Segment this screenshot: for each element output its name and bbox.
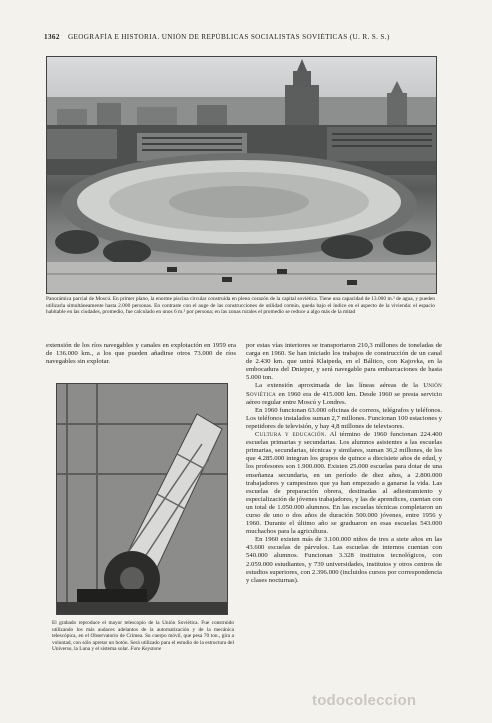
paragraph-culture	[246, 431, 442, 536]
section-heading-culture: Cultura y educación.	[255, 431, 327, 439]
paragraph-transport: por estas vías interiores se transportaron 210,3 millones de toneladas de carga en 1960. Se han iniciado los trabajos de construcción de un canal de 2.430 km. que unirá Klaipeda, en el Báltico, con Kajovka, en la embocadura del Dnieper, y será navegable para embarcaciones de hasta 5.000 ton.	[246, 342, 442, 382]
page-header	[44, 33, 454, 41]
air-lines-country: Unión Soviética	[246, 382, 443, 398]
moscow-pool-photo	[46, 56, 437, 294]
air-lines-text-a: La extensión aproximada de las líneas aéreas de la	[255, 382, 418, 390]
moscow-pool-caption: Panorámica parcial de Moscú. En primer plano, la enorme piscina circular construida en pleno corazón de la capital soviética. Tiene una capacidad de 13.000 m.³ de agua, y pueden utilizarla simultáneamente hasta 2.000 personas. En contraste con el auge de las construcciones de utilidad común, queda bajo el índice en el aspecto de la vivienda: el espacio habitable en las ciudades, promedio, fue calculado en unos 6 m.² por persona; en las zonas rurales el promedio se reduce a algo más de la mitad	[46, 296, 435, 316]
running-title: GEOGRAFÍA E HISTORIA. UNIÓN DE REPÚBLICAS SOCIALISTAS SOVIÉTICAS (U. R. S. S.)	[67, 33, 390, 41]
watermark-logo: todocoleccion	[312, 692, 417, 709]
telescope-caption	[52, 620, 234, 653]
telescope-illustration	[57, 384, 227, 614]
culture-text: Al término de 1960 funcionan 224.400 escuelas primarias y secundarias. Los alumnos asistentes a las escuelas primarias, secundarias, técnicas y similares, suman 36,2 millones, de los que 4.285.000 integran los grupos de quince a diecisiete años de edad, y los profesores son 1.900.000. Existen 25.000 escuelas para dotar de una enseñanza secundaria, en un período de diez años, a 2.800.000 trabajadores y campesinos que ya han empezado a ganarse la vida. Las escuelas de preparación obrera, destinadas al adiestramiento y especialización de jóvenes trabajadores, y las de aprendices, cuentan con un total de 1.050.000 alumnos. En las escuelas técnicas completaron un curso de uno o dos años de duración 500.000 jóvenes, entre 1956 y 1960. Durante el último año se graduaron en esas escuelas 543.000 muchachos para la agricultura.	[246, 431, 442, 536]
telescope-photo	[56, 383, 228, 615]
page-number: 1362	[44, 33, 60, 41]
paragraph-communications: En 1960 funcionan 63.000 oficinas de correos, telégrafos y teléfonos. Los teléfonos instalados suman 2,7 millones. Funcionan 100 estaciones y repetidores de televisión, y hay 4,8 millones de televisores.	[246, 406, 442, 430]
left-column-text: extensión de los ríos navegables y canales en explotación en 1959 era de 136.000 km., a los que pueden añadirse otros 73.000 de ríos navegables sin explotar.	[46, 342, 236, 366]
moscow-pool-illustration	[47, 57, 436, 293]
photo-credit: Foto Keystone	[130, 646, 162, 653]
right-column	[246, 342, 442, 585]
air-lines-text-b: en 1960 era de 415.000 km. Desde 1960 se presta servicio aéreo regular entre Moscú y Londres.	[246, 390, 442, 406]
paragraph-schools: En 1960 existen más de 3.100.000 niños de tres a siete años en las 43.600 escuelas de párvulos. Las escuelas de internos cuentan con 540.000 alumnos. Funcionan 3.328 institutos tecnológicos, con 2.059.000 estudiantes, y 739 universidades, institutos y otros centros de estudios superiores, con 2.396.000 (incluidos cursos por correspondencia y clases nocturnas).	[246, 536, 442, 584]
telescope-caption-text: El grabado reproduce el mayor telescopio de la Unión Soviética. Fue construido utilizando los más audaces adelantos de la automatización y de la mecánica telescópica, en el Observatorio de Crimea. Su cuerpo móvil, que pesa 70 ton., gira a voluntad, con sólo apretar un botón. Será utilizado para el estudio de la estructura del Universo, la Luna y el sistema solar.	[52, 620, 234, 653]
paragraph-air-lines	[246, 382, 442, 406]
